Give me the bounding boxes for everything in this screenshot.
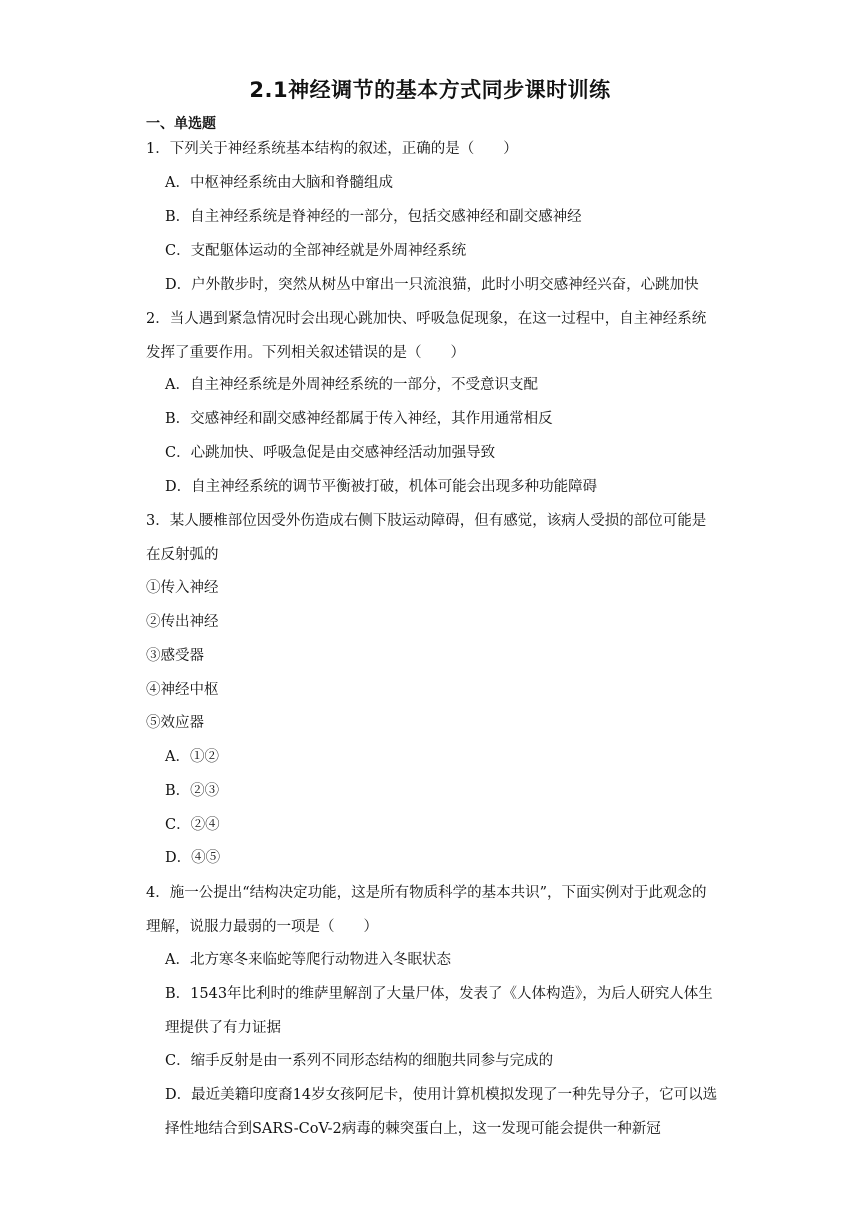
question-3-item-2: ②传出神经 bbox=[146, 614, 219, 630]
question-3-option-b: B．②③ bbox=[165, 783, 220, 799]
question-2-option-d: D．自主神经系统的调节平衡被打破，机体可能会出现多种功能障碍 bbox=[165, 479, 598, 495]
question-1-option-a: A．中枢神经系统由大脑和脊髓组成 bbox=[165, 175, 393, 191]
question-1-option-c: C．支配躯体运动的全部神经就是外周神经系统 bbox=[165, 243, 467, 259]
question-2-option-a: A．自主神经系统是外周神经系统的一部分，不受意识支配 bbox=[165, 377, 538, 393]
page-title: 2.1神经调节的基本方式同步课时训练 bbox=[249, 78, 611, 102]
question-4-stem: 4．施一公提出“结构决定功能，这是所有物质科学的基本共识”，下面实例对于此观念的理解，说服力最弱的一项是（ ） bbox=[146, 885, 707, 935]
question-1-option-d: D．户外散步时，突然从树丛中窜出一只流浪猫，此时小明交感神经兴奋，心跳加快 bbox=[165, 277, 699, 293]
section-heading: 一、单选题 bbox=[146, 116, 216, 132]
question-3-option-a: A．①② bbox=[165, 749, 219, 765]
question-4-option-a: A．北方寒冬来临蛇等爬行动物进入冬眠状态 bbox=[165, 952, 451, 968]
question-3-item-1: ①传入神经 bbox=[146, 580, 219, 596]
question-1-option-b: B．自主神经系统是脊神经的一部分，包括交感神经和副交感神经 bbox=[165, 209, 582, 225]
question-2-option-c: C．心跳加快、呼吸急促是由交感神经活动加强导致 bbox=[165, 445, 496, 461]
question-1-stem: 1．下列关于神经系统基本结构的叙述，正确的是（ ） bbox=[146, 141, 518, 157]
question-3-item-4: ④神经中枢 bbox=[146, 682, 219, 698]
question-3-option-c: C．②④ bbox=[165, 817, 220, 833]
question-4-option-c: C．缩手反射是由一系列不同形态结构的细胞共同参与完成的 bbox=[165, 1053, 554, 1069]
question-3-option-d: D．④⑤ bbox=[165, 850, 221, 866]
question-4-option-b: B．1543年比利时的维萨里解剖了大量尸体，发表了《人体构造》，为后人研究人体生理提供了有力证据 bbox=[165, 986, 713, 1036]
question-3-item-5: ⑤效应器 bbox=[146, 715, 204, 731]
question-4-option-d: D．最近美籍印度裔14岁女孩阿尼卡，使用计算机模拟发现了一种先导分子，它可以选择性地结合到SARS-CoV-2病毒的棘突蛋白上，这一发现可能会提供一种新冠 bbox=[165, 1087, 718, 1137]
question-2-stem: 2．当人遇到紧急情况时会出现心跳加快、呼吸急促现象，在这一过程中，自主神经系统发挥了重要作用。下列相关叙述错误的是（ ） bbox=[146, 311, 707, 361]
question-2-option-b: B．交感神经和副交感神经都属于传入神经，其作用通常相反 bbox=[165, 411, 553, 427]
question-3-stem: 3．某人腰椎部位因受外伤造成右侧下肢运动障碍，但有感觉，该病人受损的部位可能是在反射弧的 bbox=[146, 513, 707, 563]
question-3-item-3: ③感受器 bbox=[146, 648, 204, 664]
